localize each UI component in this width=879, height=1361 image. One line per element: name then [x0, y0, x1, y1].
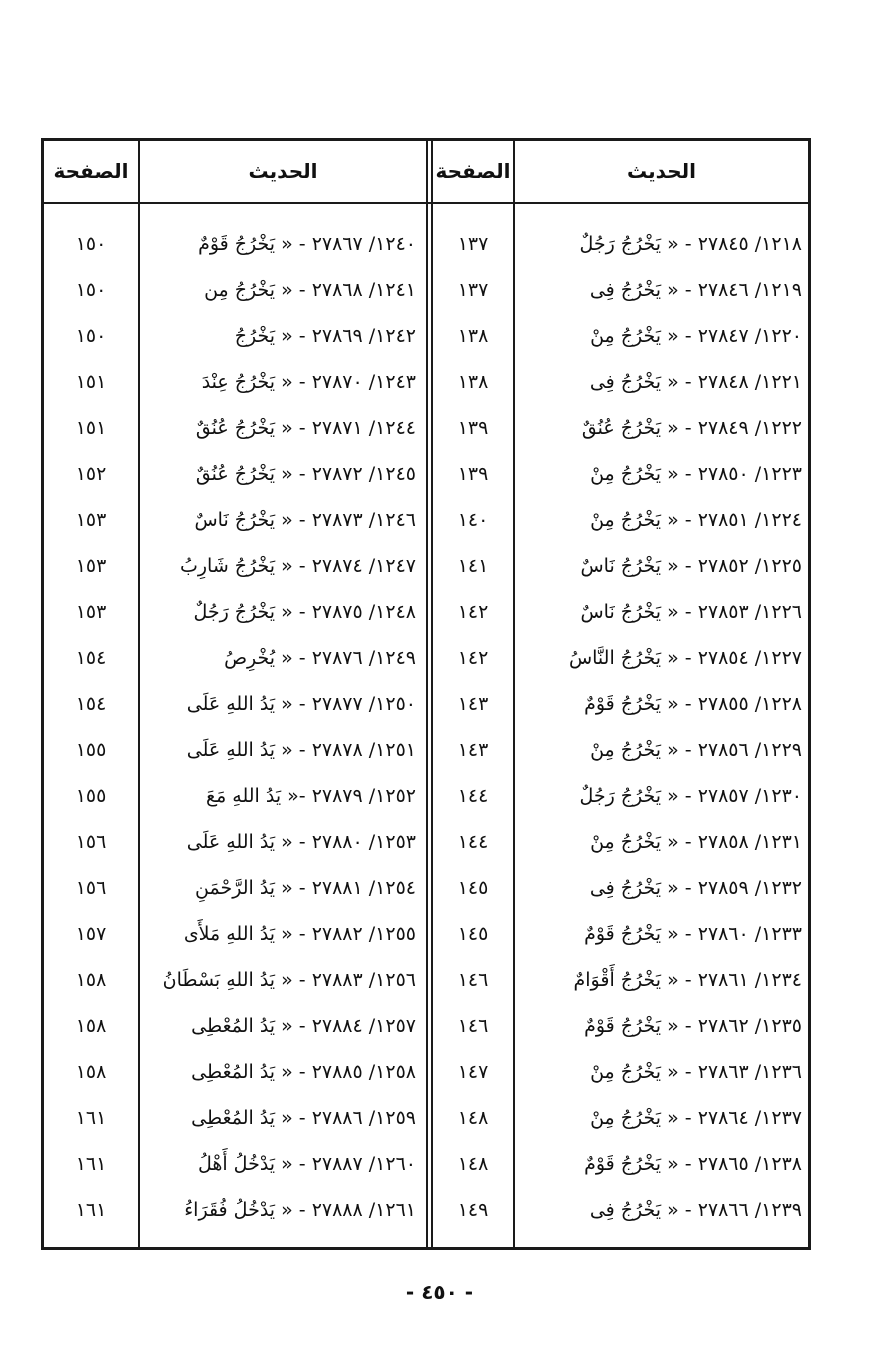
hadith-entry-right: ١٢٣٤/ ٢٧٨٦١ - « يَخْرُجُ أَقْوَامٌ [573, 969, 802, 991]
table-row [44, 451, 808, 497]
page-cell-left: ١٦١ [75, 1199, 107, 1221]
hadith-entry-left: ١٢٥٠/ ٢٧٨٧٧ - « يَدُ اللهِ عَلَى [186, 693, 416, 715]
page-cell-left: ١٥١ [75, 371, 107, 393]
page-cell-right: ١٤٣ [457, 693, 489, 715]
table-row [44, 865, 808, 911]
hadith-index-table [41, 138, 811, 1250]
table-row [44, 359, 808, 405]
page-cell-left: ١٦١ [75, 1107, 107, 1129]
page-cell-right: ١٣٧ [457, 233, 489, 255]
page-cell-left: ١٥١ [75, 417, 107, 439]
page-cell-right: ١٤٢ [457, 601, 489, 623]
page-cell-left: ١٥٦ [75, 831, 107, 853]
hadith-entry-right: ١٢٢٧/ ٢٧٨٥٤ - « يَخْرُجُ النَّاسُ [568, 647, 802, 669]
hadith-entry-left: ١٢٤١/ ٢٧٨٦٨ - « يَخْرُجُ مِن [204, 279, 416, 301]
header-hadith-left: الحديث [248, 159, 318, 183]
page-cell-left: ١٥٣ [75, 555, 107, 577]
page-cell-right: ١٤٨ [457, 1107, 489, 1129]
hadith-entry-right: ١٢٣٨/ ٢٧٨٦٥ - « يَخْرُجُ قَوْمٌ [584, 1153, 802, 1175]
table-row [44, 957, 808, 1003]
table-row [44, 1003, 808, 1049]
hadith-entry-left: ١٢٥٨/ ٢٧٨٨٥ - « يَدُ المُعْطِى [191, 1061, 416, 1083]
hadith-entry-left: ١٢٤٠/ ٢٧٨٦٧ - « يَخْرُجُ قَوْمٌ [198, 233, 416, 255]
page-cell-right: ١٣٩ [457, 463, 489, 485]
hadith-entry-left: ١٢٥٣/ ٢٧٨٨٠ - « يَدُ اللهِ عَلَى [186, 831, 416, 853]
page-cell-right: ١٤٤ [457, 831, 489, 853]
hadith-entry-right: ١٢١٩/ ٢٧٨٤٦ - « يَخْرُجُ فِى [589, 279, 802, 301]
hadith-entry-right: ١٢٣٢/ ٢٧٨٥٩ - « يَخْرُجُ فِى [589, 877, 802, 899]
header-page-left: الصفحة [53, 159, 129, 183]
table-row [44, 1187, 808, 1233]
page-cell-right: ١٤٠ [457, 509, 489, 531]
hadith-entry-left: ١٢٥١/ ٢٧٨٧٨ - « يَدُ اللهِ عَلَى [186, 739, 416, 761]
page-cell-right: ١٤١ [457, 555, 489, 577]
table-row [44, 1095, 808, 1141]
table-row [44, 267, 808, 313]
page-cell-right: ١٤٢ [457, 647, 489, 669]
table-row [44, 727, 808, 773]
hadith-entry-right: ١٢٢١/ ٢٧٨٤٨ - « يَخْرُجُ فِى [589, 371, 802, 393]
hadith-entry-left: ١٢٥٧/ ٢٧٨٨٤ - « يَدُ المُعْطِى [191, 1015, 416, 1037]
page-cell-right: ١٣٨ [457, 371, 489, 393]
page-cell-left: ١٥٢ [75, 463, 107, 485]
page-cell-left: ١٦١ [75, 1153, 107, 1175]
header-page-right: الصفحة [435, 159, 511, 183]
table-row [44, 635, 808, 681]
page-cell-left: ١٥٣ [75, 601, 107, 623]
table-row [44, 911, 808, 957]
table-row [44, 1141, 808, 1187]
hadith-entry-left: ١٢٥٥/ ٢٧٨٨٢ - « يَدُ اللهِ مَلأَى [183, 923, 416, 945]
page-cell-left: ١٥٦ [75, 877, 107, 899]
page-cell-right: ١٣٨ [457, 325, 489, 347]
hadith-entry-right: ١٢٣٥/ ٢٧٨٦٢ - « يَخْرُجُ قَوْمٌ [584, 1015, 802, 1037]
table-row [44, 405, 808, 451]
page-cell-left: ١٥٠ [75, 325, 107, 347]
hadith-entry-right: ١٢٢٢/ ٢٧٨٤٩ - « يَخْرُجُ عُنُقٌ [581, 417, 802, 439]
page-cell-left: ١٥٣ [75, 509, 107, 531]
page-cell-right: ١٤٥ [457, 923, 489, 945]
hadith-entry-right: ١٢٢٤/ ٢٧٨٥١ - « يَخْرُجُ مِنْ [590, 509, 802, 531]
table-row [44, 221, 808, 267]
hadith-entry-left: ١٢٤٢/ ٢٧٨٦٩ - « يَخْرُجُ [234, 325, 416, 347]
page-cell-left: ١٥٤ [75, 647, 107, 669]
table-row [44, 543, 808, 589]
page-cell-right: ١٤٤ [457, 785, 489, 807]
page-cell-left: ١٥٠ [75, 279, 107, 301]
hadith-entry-right: ١٢٢٨/ ٢٧٨٥٥ - « يَخْرُجُ قَوْمٌ [584, 693, 802, 715]
hadith-entry-right: ١٢٣١/ ٢٧٨٥٨ - « يَخْرُجُ مِنْ [590, 831, 802, 853]
hadith-entry-right: ١٢٣٦/ ٢٧٨٦٣ - « يَخْرُجُ مِنْ [590, 1061, 802, 1083]
page-cell-left: ١٥٨ [75, 969, 107, 991]
page-cell-right: ١٤٩ [457, 1199, 489, 1221]
header-divider [44, 202, 808, 204]
header-hadith-right: الحديث [626, 159, 696, 183]
page-cell-right: ١٤٧ [457, 1061, 489, 1083]
table-row [44, 773, 808, 819]
hadith-entry-right: ١٢٢٥/ ٢٧٨٥٢ - « يَخْرُجُ نَاسٌ [580, 555, 802, 577]
hadith-entry-right: ١٢٣٠/ ٢٧٨٥٧ - « يَخْرُجُ رَجُلٌ [579, 785, 802, 807]
table-row [44, 497, 808, 543]
hadith-entry-right: ١٢٢٣/ ٢٧٨٥٠ - « يَخْرُجُ مِنْ [590, 463, 802, 485]
hadith-entry-right: ١٢١٨/ ٢٧٨٤٥ - « يَخْرُجُ رَجُلٌ [579, 233, 802, 255]
page-cell-right: ١٤٨ [457, 1153, 489, 1175]
table-row [44, 313, 808, 359]
hadith-entry-left: ١٢٦٠/ ٢٧٨٨٧ - « يَدْخُلُ أَهْلُ [197, 1153, 416, 1175]
page-cell-left: ١٥٤ [75, 693, 107, 715]
page-cell-right: ١٣٧ [457, 279, 489, 301]
page-cell-left: ١٥٧ [75, 923, 107, 945]
hadith-entry-left: ١٢٤٣/ ٢٧٨٧٠ - « يَخْرُجُ عِنْدَ [201, 371, 416, 393]
page-cell-right: ١٤٣ [457, 739, 489, 761]
page-cell-right: ١٤٦ [457, 969, 489, 991]
page-cell-right: ١٤٦ [457, 1015, 489, 1037]
page-number: - ٤٥٠ - [405, 1280, 474, 1304]
page-cell-right: ١٤٥ [457, 877, 489, 899]
hadith-entry-right: ١٢٢٦/ ٢٧٨٥٣ - « يَخْرُجُ نَاسٌ [580, 601, 802, 623]
table-row [44, 681, 808, 727]
page-cell-left: ١٥٠ [75, 233, 107, 255]
hadith-entry-right: ١٢٣٧/ ٢٧٨٦٤ - « يَخْرُجُ مِنْ [590, 1107, 802, 1129]
hadith-entry-left: ١٢٤٤/ ٢٧٨٧١ - « يَخْرُجُ عُنُقٌ [195, 417, 416, 439]
hadith-entry-right: ١٢٢٩/ ٢٧٨٥٦ - « يَخْرُجُ مِنْ [590, 739, 802, 761]
page-cell-left: ١٥٨ [75, 1015, 107, 1037]
hadith-entry-left: ١٢٥٤/ ٢٧٨٨١ - « يَدُ الرَّحْمَنِ [195, 877, 416, 899]
page-cell-left: ١٥٥ [75, 785, 107, 807]
hadith-entry-left: ١٢٤٥/ ٢٧٨٧٢ - « يَخْرُجُ عُنُقٌ [195, 463, 416, 485]
hadith-entry-left: ١٢٤٨/ ٢٧٨٧٥ - « يَخْرُجُ رَجُلٌ [193, 601, 416, 623]
table-row [44, 589, 808, 635]
hadith-entry-right: ١٢٣٩/ ٢٧٨٦٦ - « يَخْرُجُ فِى [589, 1199, 802, 1221]
hadith-entry-left: ١٢٥٢/ ٢٧٨٧٩ -« يَدُ اللهِ مَعَ [205, 785, 416, 807]
hadith-entry-left: ١٢٤٦/ ٢٧٨٧٣ - « يَخْرُجُ نَاسٌ [194, 509, 416, 531]
table-row [44, 819, 808, 865]
hadith-entry-left: ١٢٤٧/ ٢٧٨٧٤ - « يَخْرُجُ شَارِبُ [179, 555, 416, 577]
page-cell-left: ١٥٨ [75, 1061, 107, 1083]
page-cell-left: ١٥٥ [75, 739, 107, 761]
hadith-entry-left: ١٢٥٩/ ٢٧٨٨٦ - « يَدُ المُعْطِى [191, 1107, 416, 1129]
hadith-entry-right: ١٢٣٣/ ٢٧٨٦٠ - « يَخْرُجُ قَوْمٌ [584, 923, 802, 945]
page-cell-right: ١٣٩ [457, 417, 489, 439]
hadith-entry-left: ١٢٦١/ ٢٧٨٨٨ - « يَدْخُلُ فُقَرَاءُ [184, 1199, 416, 1221]
hadith-entry-right: ١٢٢٠/ ٢٧٨٤٧ - « يَخْرُجُ مِنْ [590, 325, 802, 347]
table-row [44, 1049, 808, 1095]
hadith-entry-left: ١٢٥٦/ ٢٧٨٨٣ - « يَدُ اللهِ بَسْطَانُ [162, 969, 416, 991]
hadith-entry-left: ١٢٤٩/ ٢٧٨٧٦ - « يُخْرِصُ [224, 647, 416, 669]
